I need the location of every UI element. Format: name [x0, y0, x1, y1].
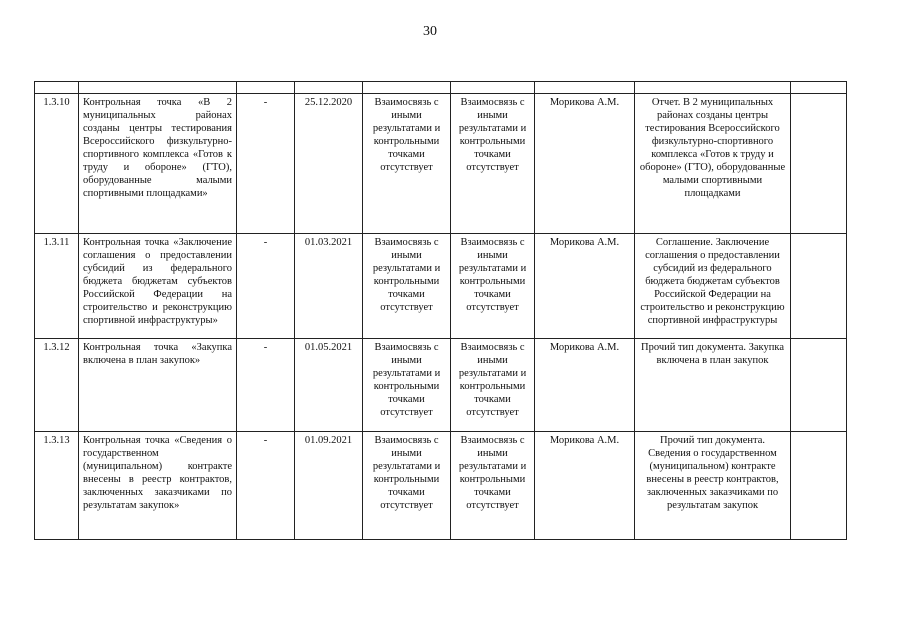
result-document: Прочий тип документа. Сведения о государственном (муниципальном) контракте внесены в реестр контрактов, заключенных заказчиками по результатам закупок: [635, 432, 791, 540]
row-number: 1.3.12: [35, 339, 79, 432]
page-number: 30: [423, 24, 437, 39]
row-number: 1.3.11: [35, 234, 79, 339]
relation-predecessor: Взаимосвязь с иными результатами и контрольными точками отсутствует: [363, 339, 451, 432]
base-value: -: [237, 94, 295, 234]
relation-predecessor: Взаимосвязь с иными результатами и контрольными точками отсутствует: [363, 432, 451, 540]
row-number: 1.3.13: [35, 432, 79, 540]
table-row: [35, 432, 847, 540]
due-date: 01.05.2021: [295, 339, 363, 432]
table-header-row: [35, 82, 847, 94]
empty-cell: [791, 94, 847, 234]
table-row: [35, 339, 847, 432]
responsible-person: Морикова А.М.: [535, 339, 635, 432]
result-document: Соглашение. Заключение соглашения о предоставлении субсидий из федерального бюджета бюджетам субъектов Российской Федерации на строительство и реконструкцию спортивной инфраструктуры: [635, 234, 791, 339]
plan-table: [34, 81, 847, 540]
checkpoint-name: Контрольная точка «Закупка включена в план закупок»: [79, 339, 237, 432]
empty-cell: [791, 339, 847, 432]
relation-predecessor: Взаимосвязь с иными результатами и контрольными точками отсутствует: [363, 94, 451, 234]
relation-successor: Взаимосвязь с иными результатами и контрольными точками отсутствует: [451, 234, 535, 339]
table-row: [35, 94, 847, 234]
empty-cell: [791, 234, 847, 339]
checkpoint-name: Контрольная точка «В 2 муниципальных районах созданы центры тестирования Всероссийского физкультурно-спортивного комплекса «Готов к труду и обороне» (ГТО), оборудованные малыми спортивными площадками»: [79, 94, 237, 234]
checkpoint-name: Контрольная точка «Заключение соглашения о предоставлении субсидий из федерального бюджета бюджетам субъектов Российской Федерации на строительство и реконструкцию спортивной инфраструктуры»: [79, 234, 237, 339]
empty-cell: [791, 432, 847, 540]
due-date: 01.03.2021: [295, 234, 363, 339]
base-value: -: [237, 339, 295, 432]
responsible-person: Морикова А.М.: [535, 432, 635, 540]
relation-successor: Взаимосвязь с иными результатами и контрольными точками отсутствует: [451, 94, 535, 234]
base-value: -: [237, 234, 295, 339]
table-row: [35, 234, 847, 339]
due-date: 25.12.2020: [295, 94, 363, 234]
responsible-person: Морикова А.М.: [535, 94, 635, 234]
row-number: 1.3.10: [35, 94, 79, 234]
due-date: 01.09.2021: [295, 432, 363, 540]
base-value: -: [237, 432, 295, 540]
checkpoint-name: Контрольная точка «Сведения о государственном (муниципальном) контракте внесены в реестр контрактов, заключенных заказчиками по результатам закупок»: [79, 432, 237, 540]
result-document: Прочий тип документа. Закупка включена в план закупок: [635, 339, 791, 432]
relation-successor: Взаимосвязь с иными результатами и контрольными точками отсутствует: [451, 432, 535, 540]
result-document: Отчет. В 2 муниципальных районах созданы центры тестирования Всероссийского физкультурно-спортивного комплекса «Готов к труду и обороне» (ГТО), оборудованные малыми спортивными площадками: [635, 94, 791, 234]
responsible-person: Морикова А.М.: [535, 234, 635, 339]
relation-successor: Взаимосвязь с иными результатами и контрольными точками отсутствует: [451, 339, 535, 432]
relation-predecessor: Взаимосвязь с иными результатами и контрольными точками отсутствует: [363, 234, 451, 339]
